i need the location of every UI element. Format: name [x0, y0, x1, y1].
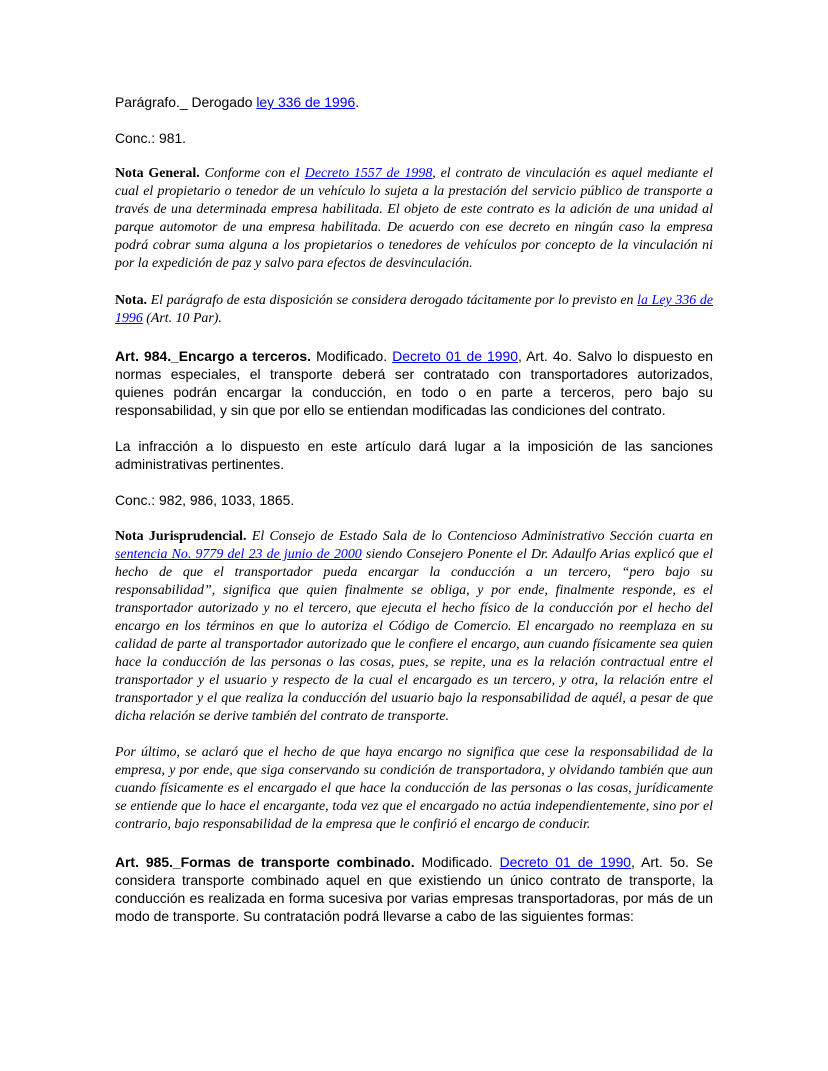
nota-general-body: , el contrato de vinculación es aquel mediante el cual el propietario o tenedor de un vehículo lo sujeta a la prestación del servicio público de transporte a través de una determinada empresa habilitada. El objeto de este contrato es la adición de una unidad al parque automotor de una empresa habilitada. De acuerdo con ese decreto en ningún caso la empresa podrá cobrar suma alguna a los propietarios o tenedores de vehículos por concepto de la vinculación ni por la expedición de paz y salvo para efectos de desvinculación. [115, 166, 713, 271]
nota-juris-label: Nota Jurisprudencial. [115, 529, 247, 544]
nota-pre: El parágrafo de esta disposición se considera derogado tácitamente por lo previsto en [147, 293, 638, 308]
paragrafo-derogado [115, 93, 713, 111]
decreto-01-1990-link[interactable]: Decreto 01 de 1990 [392, 348, 518, 364]
art-985-heading: Art. 985._Formas de transporte combinado. [115, 854, 415, 870]
nota-post: (Art. 10 Par). [142, 311, 222, 326]
nota-jurisprudencial [115, 528, 713, 726]
art-985-body: , Art. 5o. Se considera transporte combinado aquel en que existiendo un único contrato de transporte, la conducción es realizada en forma sucesiva por varias empresas transportadoras, por más de un modo de transporte. Su contratación podrá llevarse a cabo de las siguientes formas: [115, 854, 713, 924]
art-984-mod: Modificado. [310, 348, 393, 364]
art-984-body: , Art. 4o. Salvo lo dispuesto en normas especiales, el transporte deberá ser contratado con transportadores autorizados, quienes podrán encargar la conducción, en todo o en parte a terceros, pero bajo su responsabilidad, y sin que por ello se entiendan modificadas las condiciones del contrato. [115, 348, 713, 418]
paragrafo-period: . [355, 94, 360, 110]
ley-336-link[interactable]: ley 336 de 1996 [256, 94, 356, 110]
nota-general [115, 165, 713, 273]
concordancia-984: Conc.: 982, 986, 1033, 1865. [115, 492, 295, 508]
concordancia-981: Conc.: 981. [115, 130, 187, 146]
nota-paragrafo [115, 292, 713, 328]
paragrafo-text: Parágrafo._ Derogado [115, 94, 257, 110]
sentencia-9779-link[interactable]: sentencia No. 9779 del 23 de junio de 2000 [115, 547, 362, 562]
nota-general-pre: Conforme con el [199, 166, 305, 181]
nota-general-label: Nota General. [115, 166, 200, 181]
art-985 [115, 853, 713, 925]
infraccion-paragraph: La infracción a lo dispuesto en este artículo dará lugar a la imposición de las sanciones administrativas pertinentes. [115, 438, 713, 472]
nota-label: Nota. [115, 293, 148, 308]
art-985-mod: Modificado. [414, 854, 500, 870]
art-984 [115, 347, 713, 419]
decreto-01-1990-link-2[interactable]: Decreto 01 de 1990 [499, 854, 632, 870]
decreto-1557-link[interactable]: Decreto 1557 de 1998 [304, 166, 433, 181]
ley-336-link-2[interactable]: la Ley 336 de 1996 [115, 293, 713, 326]
document-page [115, 93, 713, 925]
art-984-heading: Art. 984._Encargo a terceros. [115, 348, 311, 364]
nota-juris-body: siendo Consejero Ponente el Dr. Adaulfo Arias explicó que el hecho de que el transportador pueda encargar la conducción a un tercero, “pero bajo su responsabilidad”, significa que quien finalmente se obliga, y por ende, finalmente responde, es el transportador autorizado y no el tercero, que ejecuta el hecho físico de la conducción por el hecho del encargo en los términos en que lo autoriza el Código de Comercio. El encargado no reemplaza en su calidad de parte al transportador autorizado que le confiere el encargo, aun cuando físicamente sea quien hace la conducción de las personas o las cosas, pues, se repite, una es la relación contractual entre el transportador y el usuario y respecto de la cual el encargado es un tercero, y otra, la relación entre el transportador y el que realiza la conducción del usuario bajo la responsabilidad de aquél, a pesar de que dicha relación se derive también del contrato de transporte. [115, 547, 713, 724]
por-ultimo-paragraph: Por último, se aclaró que el hecho de que haya encargo no significa que cese la responsabilidad de la empresa, y por ende, que siga conservando su condición de transportadora, y olvidando también que aun cuando físicamente es el encargado el que hace la conducción de las personas o las cosas, jurídicamente se entiende que lo hace el encargante, toda vez que el encargado no actúa independientemente, sino por el contrario, bajo responsabilidad de la empresa que le confirió el encargo de conducir. [115, 745, 713, 832]
nota-juris-pre: El Consejo de Estado Sala de lo Contencioso Administrativo Sección cuarta en [246, 529, 713, 544]
